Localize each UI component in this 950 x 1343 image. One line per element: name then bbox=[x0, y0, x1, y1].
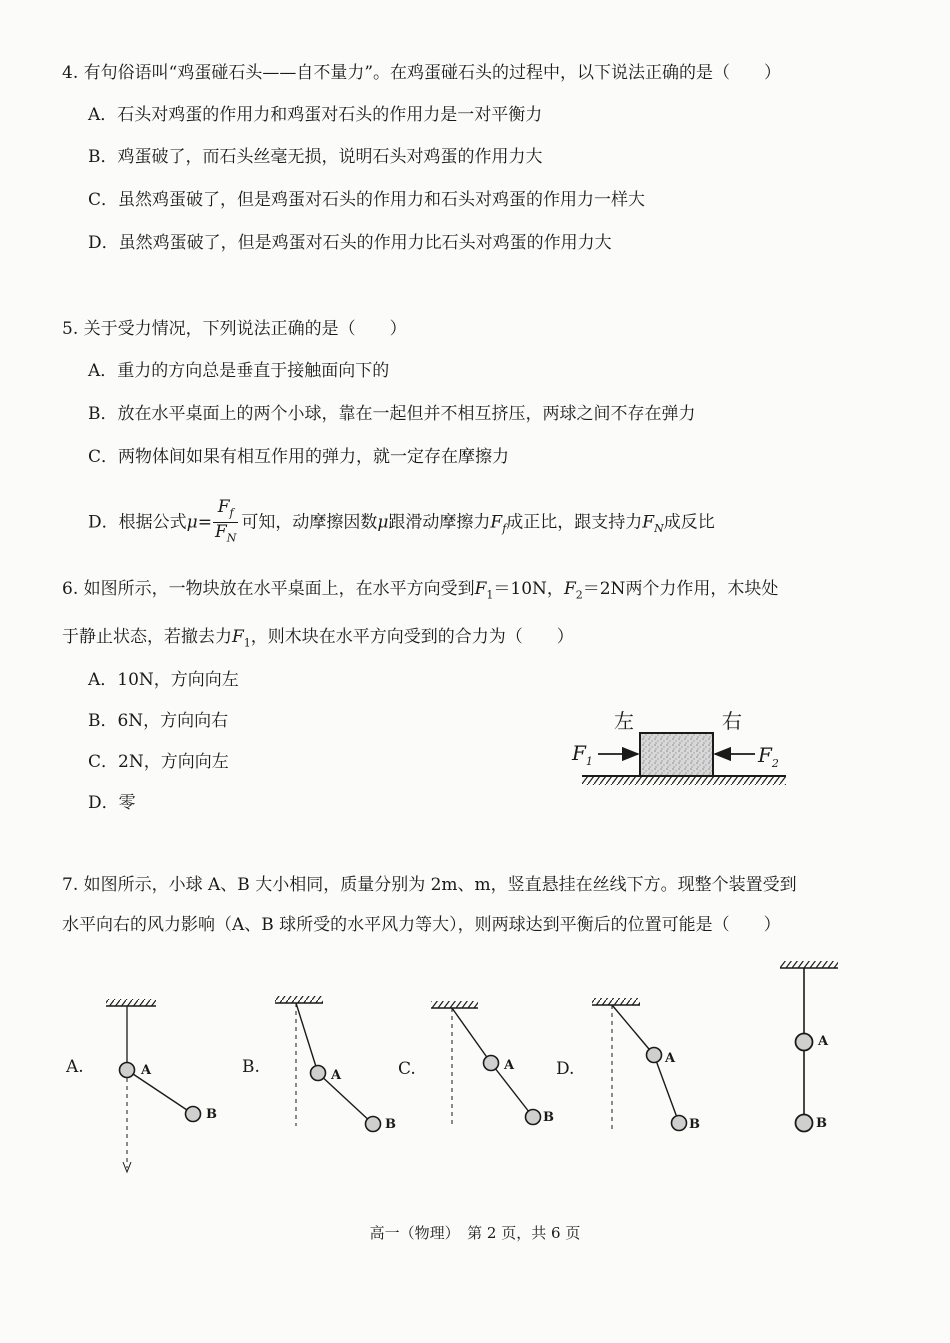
q6-figure bbox=[582, 733, 786, 785]
q6-stem-line1: 6. 如图所示，一物块放在水平桌面上，在水平方向受到$F_1=10N$，$F_2=2N$两个力作用，木块处 bbox=[62, 579, 779, 602]
q6-wooden-block bbox=[640, 733, 713, 776]
q6-ground-hatch bbox=[582, 777, 786, 785]
friction-formula-fraction: $\frac{F_f}{F_N}$ bbox=[214, 497, 237, 545]
q7a-ball-b bbox=[186, 1107, 201, 1122]
q7b-ball-b bbox=[366, 1117, 381, 1132]
q7c-ball-b bbox=[526, 1110, 541, 1125]
q7a-ball-a bbox=[120, 1063, 135, 1078]
q6-stem-line2: 于静止状态，若撤去力$F_1$，则木块在水平方向受到的合力为（ ） bbox=[62, 627, 574, 650]
q7d-ball-a bbox=[647, 1048, 662, 1063]
q7c-ball-a bbox=[484, 1056, 499, 1071]
q6-option-c: C．2N，方向向左 bbox=[88, 752, 229, 772]
q7d-ball-b-label: B bbox=[689, 1117, 700, 1132]
q7e-ball-a bbox=[796, 1034, 813, 1051]
q7-figure-a bbox=[106, 999, 201, 1172]
q6-figure-f2-label: $F_2$ bbox=[758, 743, 779, 770]
q7-stem-line2: 水平向右的风力影响（A、B 球所受的水平风力等大），则两球达到平衡后的位置可能是（ ） bbox=[62, 915, 781, 935]
q7d-ball-b bbox=[672, 1116, 687, 1131]
q6-figure-right-label: 右 bbox=[722, 709, 742, 733]
q6-option-a: A．10N，方向向左 bbox=[88, 670, 239, 690]
q7e-ball-b bbox=[796, 1115, 813, 1132]
q4-option-c: C．虽然鸡蛋破了，但是鸡蛋对石头的作用力和石头对鸡蛋的作用力一样大 bbox=[88, 190, 646, 210]
q4-option-b: B．鸡蛋破了，而石头丝毫无损，说明石头对鸡蛋的作用力大 bbox=[88, 147, 543, 167]
q4-stem: 4. 有句俗语叫“鸡蛋碰石头——自不量力”。在鸡蛋碰石头的过程中，以下说法正确的是（ ） bbox=[62, 63, 782, 83]
q7-option-d-label: D. bbox=[556, 1059, 575, 1079]
q7e-ball-b-label: B bbox=[816, 1116, 827, 1131]
q7d-ball-a-label: A bbox=[665, 1051, 676, 1066]
q7b-ball-b-label: B bbox=[385, 1117, 396, 1132]
q7c-ball-b-label: B bbox=[543, 1110, 554, 1125]
q7a-ball-b-label: B bbox=[206, 1107, 217, 1122]
q4-option-a: A．石头对鸡蛋的作用力和鸡蛋对石头的作用力是一对平衡力 bbox=[88, 105, 543, 125]
q7-option-a-label: A. bbox=[66, 1057, 84, 1077]
q7-figure-reference bbox=[780, 961, 838, 1132]
q6-option-d: D．零 bbox=[88, 793, 136, 813]
q7-option-b-label: B. bbox=[242, 1057, 260, 1077]
q7e-ball-a-label: A bbox=[818, 1034, 829, 1049]
q5-stem: 5. 关于受力情况，下列说法正确的是（ ） bbox=[62, 319, 407, 339]
q7-figure-b bbox=[275, 996, 381, 1132]
q6-figure-left-label: 左 bbox=[614, 709, 634, 733]
q4-option-d: D．虽然鸡蛋破了，但是鸡蛋对石头的作用力比石头对鸡蛋的作用力大 bbox=[88, 233, 612, 253]
q7-stem-line1: 7. 如图所示，小球 A、B 大小相同，质量分别为 2m、m，竖直悬挂在丝线下方。现整个装置受到 bbox=[62, 875, 797, 895]
q7a-ball-a-label: A bbox=[141, 1063, 152, 1078]
page-footer: 高一（物理） 第 2 页，共 6 页 bbox=[369, 1224, 581, 1242]
q5-option-a: A．重力的方向总是垂直于接触面向下的 bbox=[88, 361, 390, 381]
q6-option-b: B．6N，方向向右 bbox=[88, 711, 229, 731]
q7b-ball-a bbox=[311, 1066, 326, 1081]
q5-option-c: C．两物体间如果有相互作用的弹力，就一定存在摩擦力 bbox=[88, 447, 510, 467]
q7-figure-d bbox=[592, 998, 687, 1132]
q7-figure-c bbox=[431, 1001, 541, 1126]
q5-option-b: B．放在水平桌面上的两个小球，靠在一起但并不相互挤压，两球之间不存在弹力 bbox=[88, 404, 696, 424]
q7b-ball-a-label: A bbox=[331, 1068, 342, 1083]
q7-option-c-label: C. bbox=[398, 1059, 416, 1079]
q7c-ball-a-label: A bbox=[504, 1058, 515, 1073]
q6-figure-f1-label: $F_1$ bbox=[572, 741, 593, 768]
q5-option-d: D．根据公式μ= $\frac{F_f}{F_N}$ 可知，动摩擦因数μ跟滑动摩擦力$F_f$成正比，跟支持力$F_N$成反比 bbox=[88, 498, 715, 548]
